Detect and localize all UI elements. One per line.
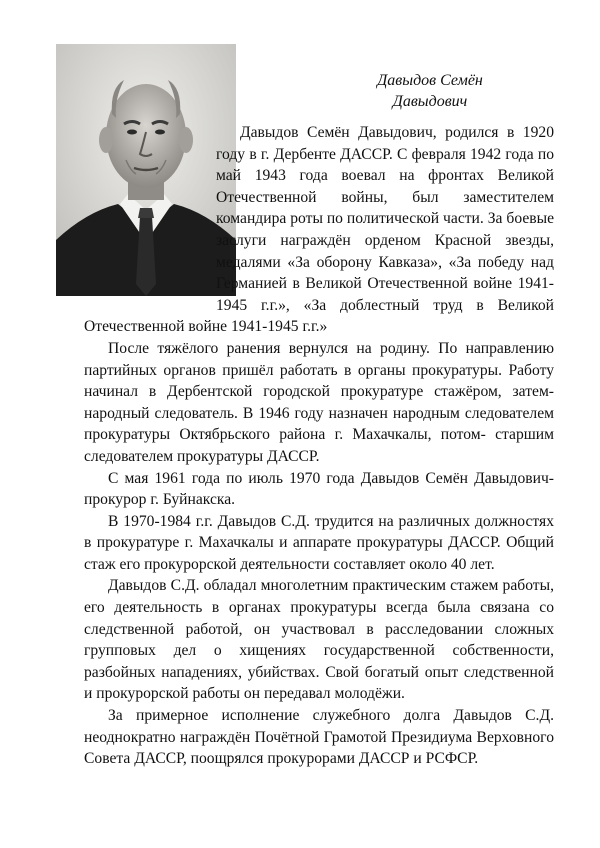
paragraph-2: После тяжёлого ранения вернулся на родину. По направлению партийных органов пришёл работать в органы прокуратуры. Работу начинал в Дербентской городской прокуратуре стажёром, затем- народный следователь. В 1946 году назначен народным следователем прокуратуры Октябрьского района г. Махачкалы, потом- старшим следователем прокуратуры ДАССР. (84, 339, 554, 465)
paragraph-4: В 1970-1984 г.г. Давыдов С.Д. трудится на различных должностях в прокуратуре г. Махачкалы и аппарате прокуратуры ДАССР. Общий стаж его прокурорской деятельности составляет около 40 лет. (84, 512, 554, 573)
person-name-heading (292, 70, 568, 112)
paragraph-5: Давыдов С.Д. обладал многолетним практическим стажем работы, его деятельность в органах прокуратуры всегда была связана со следственной работой, он участвовал в расследовании сложных групповых дел о хищениях государственной собственности, разбойных нападениях, убийствах. Свой богатый опыт следственной и прокурорской работы он передавал молодёжи. (84, 577, 554, 703)
heading-line-1: Давыдов Семён (377, 72, 483, 89)
heading-line-2: Давыдович (392, 93, 468, 110)
paragraph-1-text: Давыдов Семён Давыдович, родился в 1920 году в г. Дербенте ДАССР. С февраля 1942 года по май 1943 года воевал на фронтах Великой Отечественной войны, был заместителем командира роты по политической части. За боевые заслуги награждён орденом Красной звезды, медалями «За оборону Кавказа», «За победу над Германией в Великой Отечественной войне 1941-1945 г.г.», «За доблестный труд в Великой Отечественной войне 1941-1945 г.г.» (84, 124, 554, 336)
photo-wrap-spacer (60, 122, 216, 302)
paragraph-6: За примерное исполнение служебного долга Давыдов С.Д. неоднократно награждён Почётной Грамотой Президиума Верховного Совета ДАССР, поощрялся прокурорами ДАССР и РСФСР. (84, 707, 554, 768)
biography-text (84, 122, 554, 770)
paragraph-3: С мая 1961 года по июль 1970 года Давыдов Семён Давыдович- прокурор г. Буйнакска. (84, 469, 554, 509)
